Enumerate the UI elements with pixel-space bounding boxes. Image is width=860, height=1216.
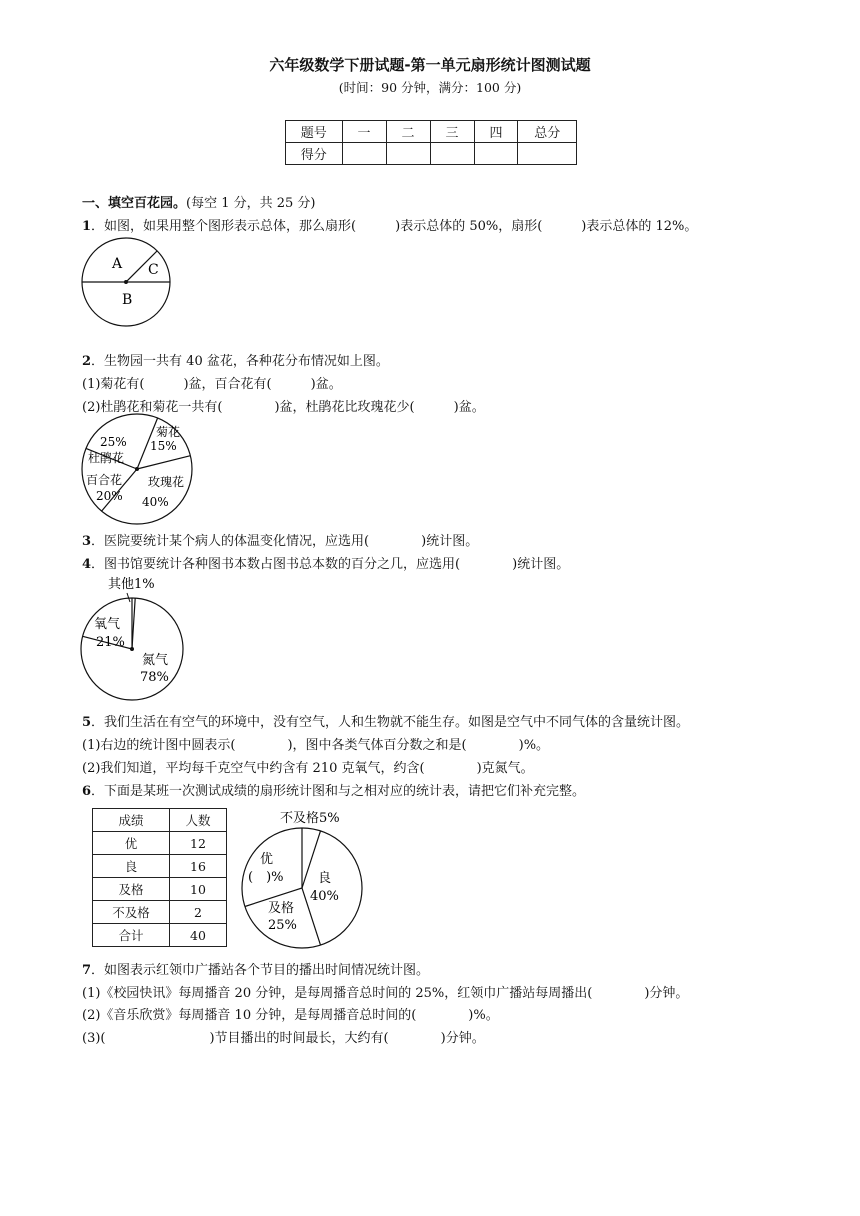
question-7-sub-1: (1)《校园快讯》每周播音 20 分钟，是每周播音总时间的 25%，红领巾广播站每周播出( )分钟。	[82, 986, 689, 1001]
question-7	[82, 959, 429, 978]
score-cell: 一	[342, 121, 386, 143]
score-row-points	[286, 143, 577, 165]
score-cell: 三	[430, 121, 474, 143]
slice-label-name: 良	[318, 871, 332, 886]
score-cell: 得分	[286, 143, 343, 165]
table-row	[93, 855, 227, 878]
section-title: 一、填空百花园。	[82, 196, 187, 211]
sector-label-a: A	[112, 256, 123, 272]
slice-label-name: 优	[260, 852, 274, 867]
slice-label-fail: 不及格5%	[280, 811, 340, 826]
score-cell: 二	[386, 121, 430, 143]
question-4	[82, 553, 569, 572]
count-cell: 40	[170, 924, 227, 947]
column-header: 成绩	[93, 809, 170, 832]
slice-label-name: 氮气	[142, 653, 169, 668]
slice-label-other: 其他1%	[108, 577, 155, 592]
score-cell: 四	[474, 121, 518, 143]
grade-cell: 及格	[93, 878, 170, 901]
slice-label-pct: 25%	[100, 435, 127, 449]
slice-label-name: 菊花	[156, 425, 181, 439]
slice-boundary-1	[137, 456, 190, 469]
question-2-sub-1: (1)菊花有( )盆，百合花有( )盆。	[82, 377, 342, 392]
slice-label-pct: 15%	[150, 439, 177, 453]
grade-cell: 不及格	[93, 901, 170, 924]
question-number: 1	[82, 219, 92, 234]
question-5	[82, 711, 689, 730]
count-cell: 10	[170, 878, 227, 901]
score-input-cell[interactable]	[386, 143, 430, 165]
question-number: 7	[82, 963, 92, 978]
slice-label-name: 氧气	[94, 617, 121, 632]
score-cell: 总分	[518, 121, 577, 143]
count-cell: 12	[170, 832, 227, 855]
q1-center	[124, 280, 128, 284]
score-row-header	[286, 121, 577, 143]
question-5-sub-1: (1)右边的统计图中圆表示( )，图中各类气体百分数之和是( )%。	[82, 738, 550, 753]
slice-label-name: 杜鹃花	[88, 451, 125, 465]
table-row	[93, 901, 227, 924]
pie-center	[135, 467, 139, 471]
score-table	[285, 120, 577, 165]
question-6	[82, 780, 585, 799]
question-7-sub-2: (2)《音乐欣赏》每周播音 10 分钟，是每周播音总时间的( )%。	[82, 1008, 499, 1023]
score-input-cell[interactable]	[430, 143, 474, 165]
question-text: ．下面是某班一次测试成绩的扇形统计图和与之相对应的统计表，请把它们补充完整。	[91, 784, 586, 799]
slice-label-pct: 40%	[142, 495, 169, 509]
flower-pie-chart	[80, 412, 198, 528]
slice-label-pct: 25%	[268, 918, 297, 933]
slice-label-pct: ( )%	[248, 870, 284, 885]
slice-label-pct: 21%	[96, 635, 125, 650]
slice-label-name: 玫瑰花	[148, 475, 185, 489]
air-pie-chart	[80, 572, 190, 704]
grade-cell: 优	[93, 832, 170, 855]
count-cell: 16	[170, 855, 227, 878]
question-number: 6	[82, 784, 92, 799]
question-3	[82, 530, 478, 549]
question-text: ．如图表示红领巾广播站各个节目的播出时间情况统计图。	[91, 963, 430, 978]
slice-label-pct: 78%	[140, 670, 169, 685]
q1-circle-diagram	[80, 236, 176, 330]
question-text: ．生物园一共有 40 盆花，各种花分布情况如上图。	[91, 354, 389, 369]
grade-table-header	[93, 809, 227, 832]
column-header: 人数	[170, 809, 227, 832]
question-text: ．如图，如果用整个图形表示总体，那么扇形( )表示总体的 50%，扇形( )表示总体的 12%。	[91, 219, 698, 234]
score-input-cell[interactable]	[518, 143, 577, 165]
grade-cell: 良	[93, 855, 170, 878]
slice-label-name: 百合花	[86, 473, 123, 487]
page-title: 六年级数学下册试题-第一单元扇形统计图测试题	[269, 56, 591, 74]
table-row	[93, 878, 227, 901]
question-text: ．我们生活在有空气的环境中，没有空气，人和生物就不能生存。如图是空气中不同气体的含量统计图。	[91, 715, 690, 730]
question-number: 2	[82, 354, 92, 369]
table-row	[93, 924, 227, 947]
slice-label-pct: 20%	[96, 489, 123, 503]
question-5-sub-2: (2)我们知道，平均每千克空气中约含有 210 克氧气，约含( )克氮气。	[82, 761, 534, 776]
question-number: 4	[82, 557, 92, 572]
question-number: 3	[82, 534, 92, 549]
slice-label-pct: 40%	[310, 889, 339, 904]
grade-pie-chart	[238, 804, 368, 950]
section-heading	[82, 192, 316, 211]
question-1	[82, 215, 697, 234]
score-input-cell[interactable]	[474, 143, 518, 165]
question-text: ．图书馆要统计各种图书本数占图书总本数的百分之几，应选用( )统计图。	[91, 557, 570, 572]
score-input-cell[interactable]	[342, 143, 386, 165]
question-7-sub-3: (3)( )节目播出的时间最长，大约有( )分钟。	[82, 1031, 485, 1046]
table-row	[93, 832, 227, 855]
slice-label-name: 及格	[268, 901, 295, 916]
page-subtitle: (时间：90 分钟，满分：100 分)	[338, 80, 522, 95]
question-text: ．医院要统计某个病人的体温变化情况，应选用( )统计图。	[91, 534, 479, 549]
question-2-sub-2: (2)杜鹃花和菊花一共有( )盆，杜鹃花比玫瑰花少( )盆。	[82, 400, 485, 415]
section-note: (每空 1 分，共 25 分)	[186, 196, 316, 211]
sector-label-c: C	[148, 262, 159, 278]
grade-table	[92, 808, 227, 947]
pie-center	[130, 647, 134, 651]
question-2	[82, 350, 389, 369]
count-cell: 2	[170, 901, 227, 924]
grade-cell: 合计	[93, 924, 170, 947]
score-cell: 题号	[286, 121, 343, 143]
question-number: 5	[82, 715, 92, 730]
sector-label-b: B	[122, 292, 133, 308]
